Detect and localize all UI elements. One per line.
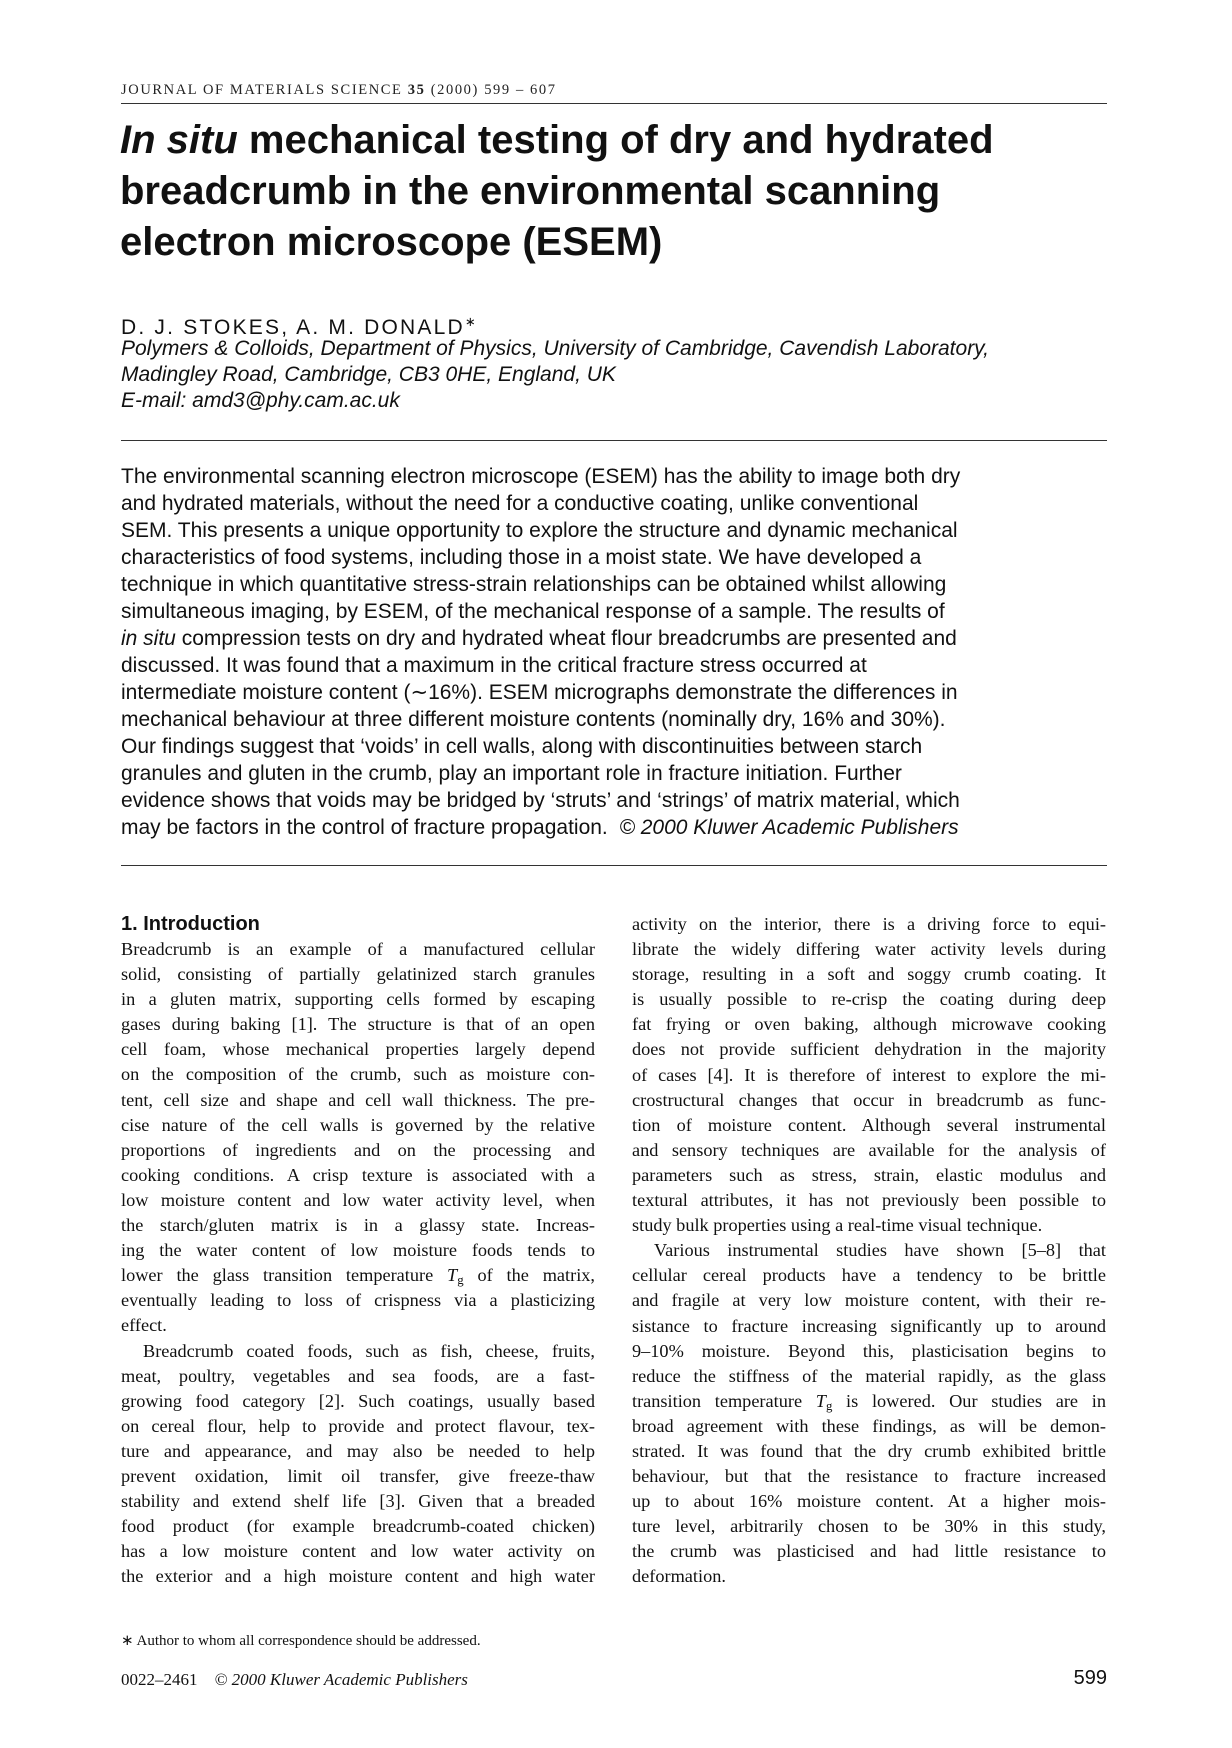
text-line: in a gluten matrix, supporting cells formed by escaping	[121, 989, 595, 1010]
text-line: cellular cereal products have a tendency to be brittle	[632, 1265, 1106, 1286]
text-line: tent, cell size and shape and cell wall thickness. The pre-	[121, 1089, 595, 1110]
text-line: the crumb was plasticised and had little resistance to	[632, 1541, 1106, 1562]
text-line: cell foam, whose mechanical properties largely depend	[121, 1039, 595, 1060]
issn: 0022–2461	[121, 1670, 198, 1689]
text-line: reduce the stiffness of the material rapidly, as the glass	[632, 1365, 1106, 1386]
abstract-line: SEM. This presents a unique opportunity to explore the structure and dynamic mechanical	[121, 519, 958, 542]
text-line: sistance to fracture increasing significantly up to around	[632, 1315, 1106, 1336]
text-line: 9–10% moisture. Beyond this, plasticisation begins to	[632, 1340, 1106, 1361]
text-line: of cases [4]. It is therefore of interest to explore the mi-	[632, 1064, 1106, 1085]
text-line: low moisture content and low water activity level, when	[121, 1189, 595, 1210]
abstract-line: may be factors in the control of fracture propagation. © 2000 Kluwer Academic Publishers	[121, 816, 959, 839]
text-line: textural attributes, it has not previously been possible to	[632, 1190, 1106, 1211]
affiliation-line: Madingley Road, Cambridge, CB3 0HE, England, UK	[121, 363, 616, 386]
abstract	[121, 463, 1111, 841]
tg-symbol: T	[447, 1265, 458, 1286]
text-line: lower the glass transition temperature $T_g$ of the matrix,	[121, 1265, 595, 1288]
text-line: behaviour, but that the resistance to fracture increased	[632, 1466, 1106, 1487]
text-line: food product (for example breadcrumb-coated chicken)	[121, 1516, 595, 1537]
text-line: deformation.	[632, 1566, 726, 1587]
article-title	[120, 115, 1110, 268]
text-line: on cereal flour, help to provide and protect flavour, tex-	[121, 1415, 595, 1436]
text-line: ing the water content of low moisture foods tends to	[121, 1240, 595, 1261]
text-line: crostructural changes that occur in breadcrumb as func-	[632, 1089, 1106, 1110]
volume-number: 35	[407, 82, 426, 98]
abstract-copyright: © 2000 Kluwer Academic Publishers	[619, 816, 959, 839]
text-line: does not provide sufficient dehydration in the majority	[632, 1039, 1106, 1060]
page-number: 599	[1073, 1667, 1107, 1689]
title-line-1: mechanical testing of dry and hydrated	[237, 118, 994, 162]
affiliation	[121, 336, 1111, 414]
text-line: Breadcrumb is an example of a manufactured cellular	[121, 939, 595, 959]
header-rule	[121, 103, 1107, 104]
text-line: tion of moisture content. Although several instrumental	[632, 1114, 1106, 1135]
text-line: cise nature of the cell walls is governed by the relative	[121, 1114, 595, 1135]
footer-publisher: © 2000 Kluwer Academic Publishers	[214, 1670, 468, 1689]
text-line: parameters such as stress, strain, elastic modulus and	[632, 1164, 1106, 1185]
abstract-line: characteristics of food systems, including those in a moist state. We have developed a	[121, 546, 922, 569]
text-line: and sensory techniques are available for the analysis of	[632, 1139, 1106, 1160]
text-line: and fragile at very low moisture content, with their re-	[632, 1290, 1106, 1311]
running-head	[121, 82, 1107, 99]
text-line: has a low moisture content and low water activity on	[121, 1541, 595, 1562]
abstract-line: in situ compression tests on dry and hydrated wheat flour breadcrumbs are presented and	[121, 627, 957, 650]
journal-name: JOURNAL OF MATERIALS SCIENCE	[121, 82, 403, 98]
abstract-top-rule	[121, 440, 1107, 441]
text-line: effect.	[121, 1315, 167, 1336]
abstract-line: evidence shows that voids may be bridged by ‘struts’ and ‘strings’ of matrix material, which	[121, 789, 960, 812]
text-line: activity on the interior, there is a driving force to equi-	[632, 914, 1106, 934]
title-line-3: electron microscope (ESEM)	[120, 220, 663, 264]
text-line: on the composition of the crumb, such as moisture con-	[121, 1064, 595, 1085]
text-line: stability and extend shelf life [3]. Given that a breaded	[121, 1491, 595, 1512]
text-line: Breadcrumb coated foods, such as fish, cheese, fruits,	[143, 1340, 595, 1361]
text-line: the starch/gluten matrix is in a glassy state. Increas-	[121, 1215, 595, 1236]
email-line[interactable]: E-mail: amd3@phy.cam.ac.uk	[121, 389, 400, 412]
text-line: ture and appearance, and may also be needed to help	[121, 1440, 595, 1461]
text-line: study bulk properties using a real-time visual technique.	[632, 1215, 1043, 1236]
affiliation-line: Polymers & Colloids, Department of Physics, University of Cambridge, Cavendish Laboratory,	[121, 337, 989, 360]
abstract-line: intermediate moisture content (∼16%). ESEM micrographs demonstrate the differences in	[121, 681, 958, 704]
author-mark: ∗	[464, 314, 478, 329]
right-column	[632, 912, 1106, 1590]
authors: D. J. STOKES, A. M. DONALD	[121, 316, 465, 339]
text-line: fat frying or oven baking, although microwave cooking	[632, 1014, 1106, 1035]
abstract-line: granules and gluten in the crumb, play an important role in fracture initiation. Further	[121, 762, 902, 785]
text-line: gases during baking [1]. The structure is that of an open	[121, 1014, 595, 1035]
abstract-line: The environmental scanning electron microscope (ESEM) has the ability to image both dry	[121, 465, 961, 488]
text-line: meat, poultry, vegetables and sea foods, are a fast-	[121, 1365, 595, 1386]
text-line: eventually leading to loss of crispness via a plasticizing	[121, 1290, 595, 1311]
text-line: is usually possible to re-crisp the coating during deep	[632, 989, 1106, 1010]
abstract-line: and hydrated materials, without the need for a conductive coating, unlike conventional	[121, 492, 919, 515]
abstract-line: mechanical behaviour at three different moisture contents (nominally dry, 16% and 30%).	[121, 708, 946, 731]
abstract-bottom-rule	[121, 865, 1107, 866]
footer-left	[121, 1670, 468, 1690]
left-column	[121, 912, 595, 1589]
abstract-line: Our findings suggest that ‘voids’ in cell walls, along with discontinuities between starch	[121, 735, 923, 758]
abstract-line: simultaneous imaging, by ESEM, of the mechanical response of a sample. The results of	[121, 600, 945, 623]
title-line-2: breadcrumb in the environmental scanning	[120, 169, 941, 213]
page-range: 599 – 607	[484, 82, 557, 98]
year: (2000)	[430, 82, 479, 98]
text-line: strated. It was found that the dry crumb exhibited brittle	[632, 1440, 1106, 1461]
text-line: ture level, arbitrarily chosen to be 30% in this study,	[632, 1516, 1106, 1537]
text-line: broad agreement with these findings, as will be demon-	[632, 1415, 1106, 1436]
title-italic: In situ	[120, 118, 238, 162]
text-line: the exterior and a high moisture content and high water	[121, 1566, 595, 1587]
text-line: growing food category [2]. Such coatings, usually based	[121, 1390, 595, 1411]
text-line: transition temperature $T_g$ is lowered. Our studies are in	[632, 1390, 1106, 1413]
text-line: librate the widely differing water activity levels during	[632, 939, 1106, 960]
text-line: cooking conditions. A crisp texture is associated with a	[121, 1164, 595, 1185]
text-line: up to about 16% moisture content. At a higher mois-	[632, 1491, 1106, 1512]
section-heading: 1. Introduction	[121, 913, 260, 935]
footnote: ∗ Author to whom all correspondence should be addressed.	[121, 1633, 481, 1649]
abstract-italic: in situ	[121, 627, 176, 650]
text-line: prevent oxidation, limit oil transfer, give freeze-thaw	[121, 1465, 595, 1486]
text-line: Various instrumental studies have shown [5–8] that	[654, 1240, 1106, 1261]
text-line: storage, resulting in a soft and soggy crumb coating. It	[632, 964, 1106, 985]
tg-symbol: T	[815, 1390, 826, 1411]
text-line: solid, consisting of partially gelatinized starch granules	[121, 964, 595, 985]
abstract-line: discussed. It was found that a maximum in the critical fracture stress occurred at	[121, 654, 867, 677]
abstract-line: technique in which quantitative stress-strain relationships can be obtained whilst allowing	[121, 573, 947, 596]
text-line: proportions of ingredients and on the processing and	[121, 1139, 595, 1160]
